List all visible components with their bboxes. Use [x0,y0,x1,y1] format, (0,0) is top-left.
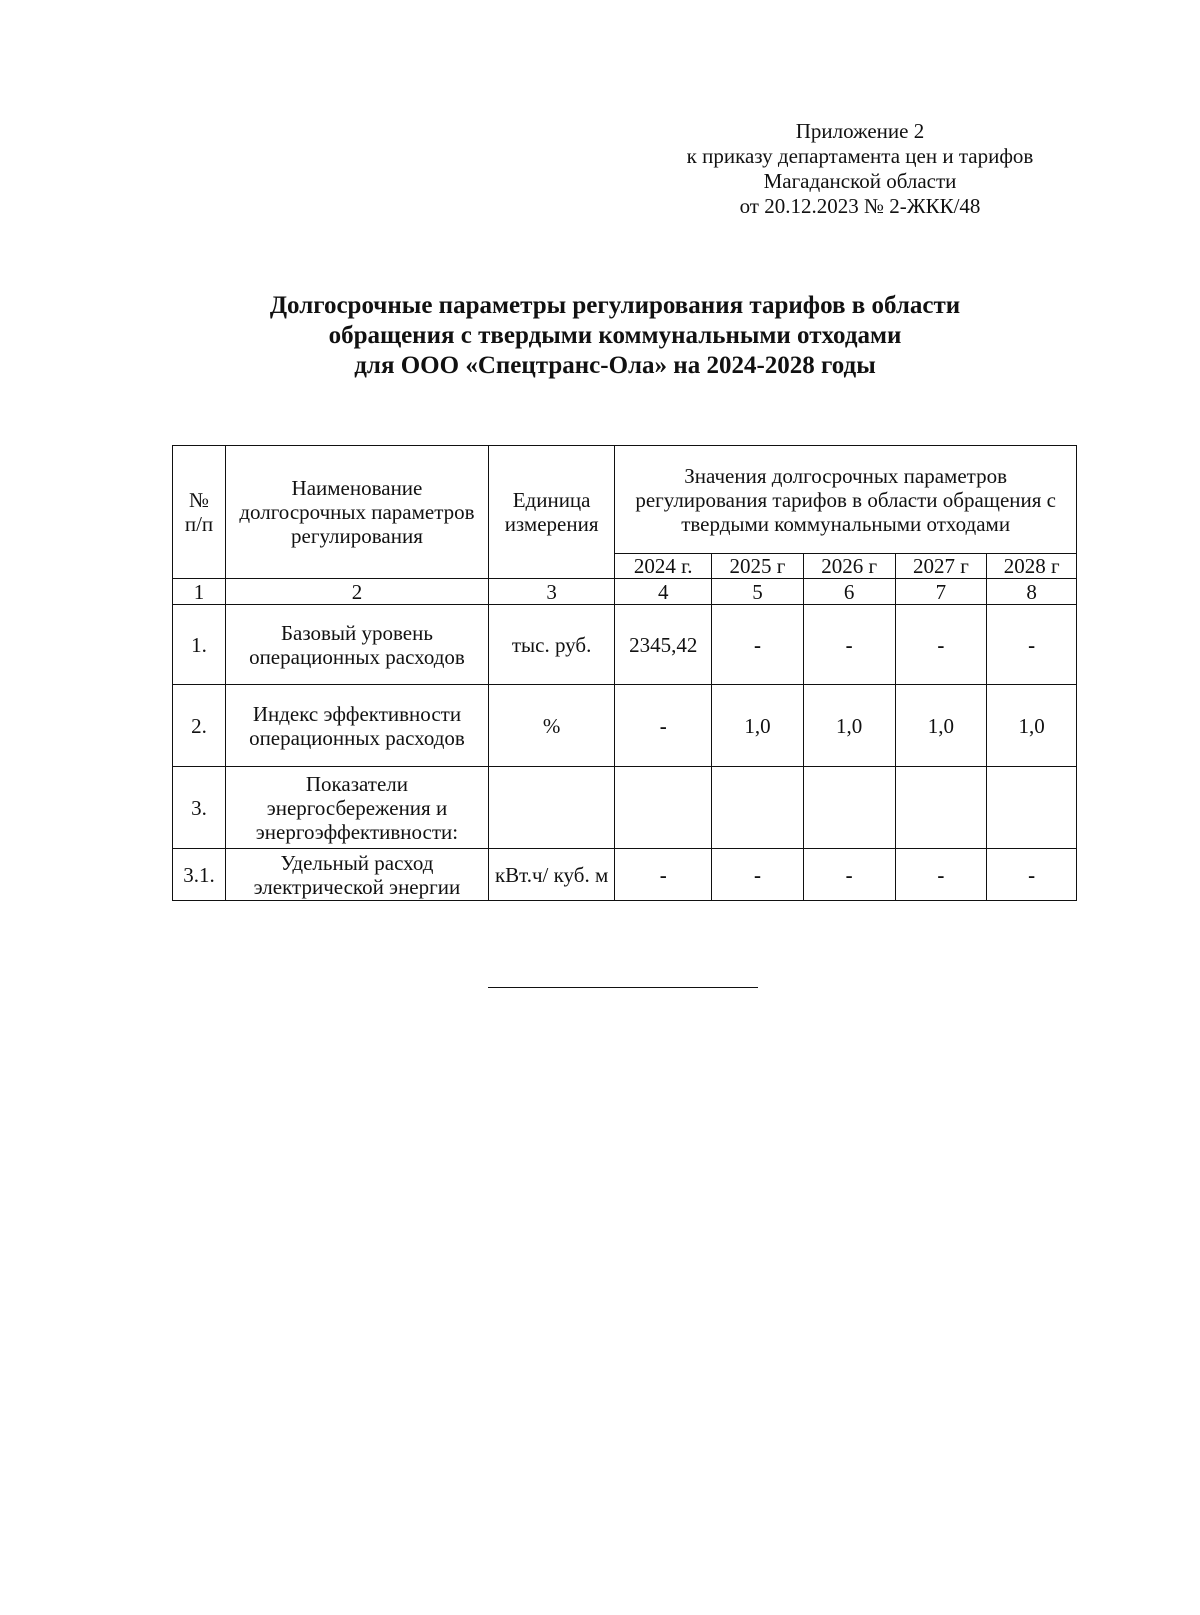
row-value: 1,0 [712,685,804,767]
row-num: 2. [173,685,226,767]
row-value: - [987,605,1077,685]
row-name: Индекс эффективности операционных расходов [225,685,488,767]
col-number: 2 [225,579,488,605]
col-number: 3 [488,579,614,605]
header-row [173,446,1077,554]
appendix-line-2: к приказу департамента цен и тарифов [686,144,1034,168]
title-line-3: для ООО «Спецтранс-Ола» на 2024-2028 годы [354,352,876,379]
appendix-line-1: Приложение 2 [795,119,925,143]
row-unit: % [488,685,614,767]
col-number: 8 [987,579,1077,605]
row-value: 1,0 [895,685,987,767]
row-unit [488,767,614,849]
header-year-2027: 2027 г [895,554,987,579]
row-num: 1. [173,605,226,685]
title-line-2: обращения с твердыми коммунальными отходами [328,322,902,349]
table-row [173,767,1077,849]
column-numbers-row [173,579,1077,605]
col-number: 4 [615,579,712,605]
row-value: - [615,849,712,901]
row-name: Удельный расход электрической энергии [225,849,488,901]
col-number: 7 [895,579,987,605]
row-value: - [712,605,804,685]
row-value [895,767,987,849]
header-year-2025: 2025 г [712,554,804,579]
parameters-table [172,445,1077,901]
closing-rule [488,987,758,988]
header-unit: Единица измерения [488,446,614,579]
table-row [173,685,1077,767]
table-row [173,605,1077,685]
row-value: 1,0 [803,685,895,767]
document-title [150,291,1080,381]
row-unit: тыс. руб. [488,605,614,685]
row-value [615,767,712,849]
header-year-2028: 2028 г [987,554,1077,579]
appendix-block [630,119,1090,219]
table-row [173,849,1077,901]
header-year-2026: 2026 г [803,554,895,579]
header-values: Значения долгосрочных параметров регулирования тарифов в области обращения с твердыми коммунальными отходами [615,446,1077,554]
row-unit: кВт.ч/ куб. м [488,849,614,901]
row-value: - [803,849,895,901]
appendix-line-4: от 20.12.2023 № 2-ЖКК/48 [739,194,981,218]
row-name: Показатели энергосбережения и энергоэффективности: [225,767,488,849]
header-name: Наименование долгосрочных параметров регулирования [225,446,488,579]
title-line-1: Долгосрочные параметры регулирования тарифов в области [269,292,961,319]
row-value: - [987,849,1077,901]
row-num: 3.1. [173,849,226,901]
row-value [803,767,895,849]
row-value: 1,0 [987,685,1077,767]
row-value [987,767,1077,849]
row-value: - [615,685,712,767]
header-year-2024: 2024 г. [615,554,712,579]
row-value: 2345,42 [615,605,712,685]
col-number: 5 [712,579,804,605]
col-number: 1 [173,579,226,605]
header-num: № п/п [173,446,226,579]
row-value: - [712,849,804,901]
row-value: - [895,605,987,685]
col-number: 6 [803,579,895,605]
row-value [712,767,804,849]
row-value: - [803,605,895,685]
row-value: - [895,849,987,901]
row-name: Базовый уровень операционных расходов [225,605,488,685]
row-num: 3. [173,767,226,849]
appendix-line-3: Магаданской области [763,169,957,193]
